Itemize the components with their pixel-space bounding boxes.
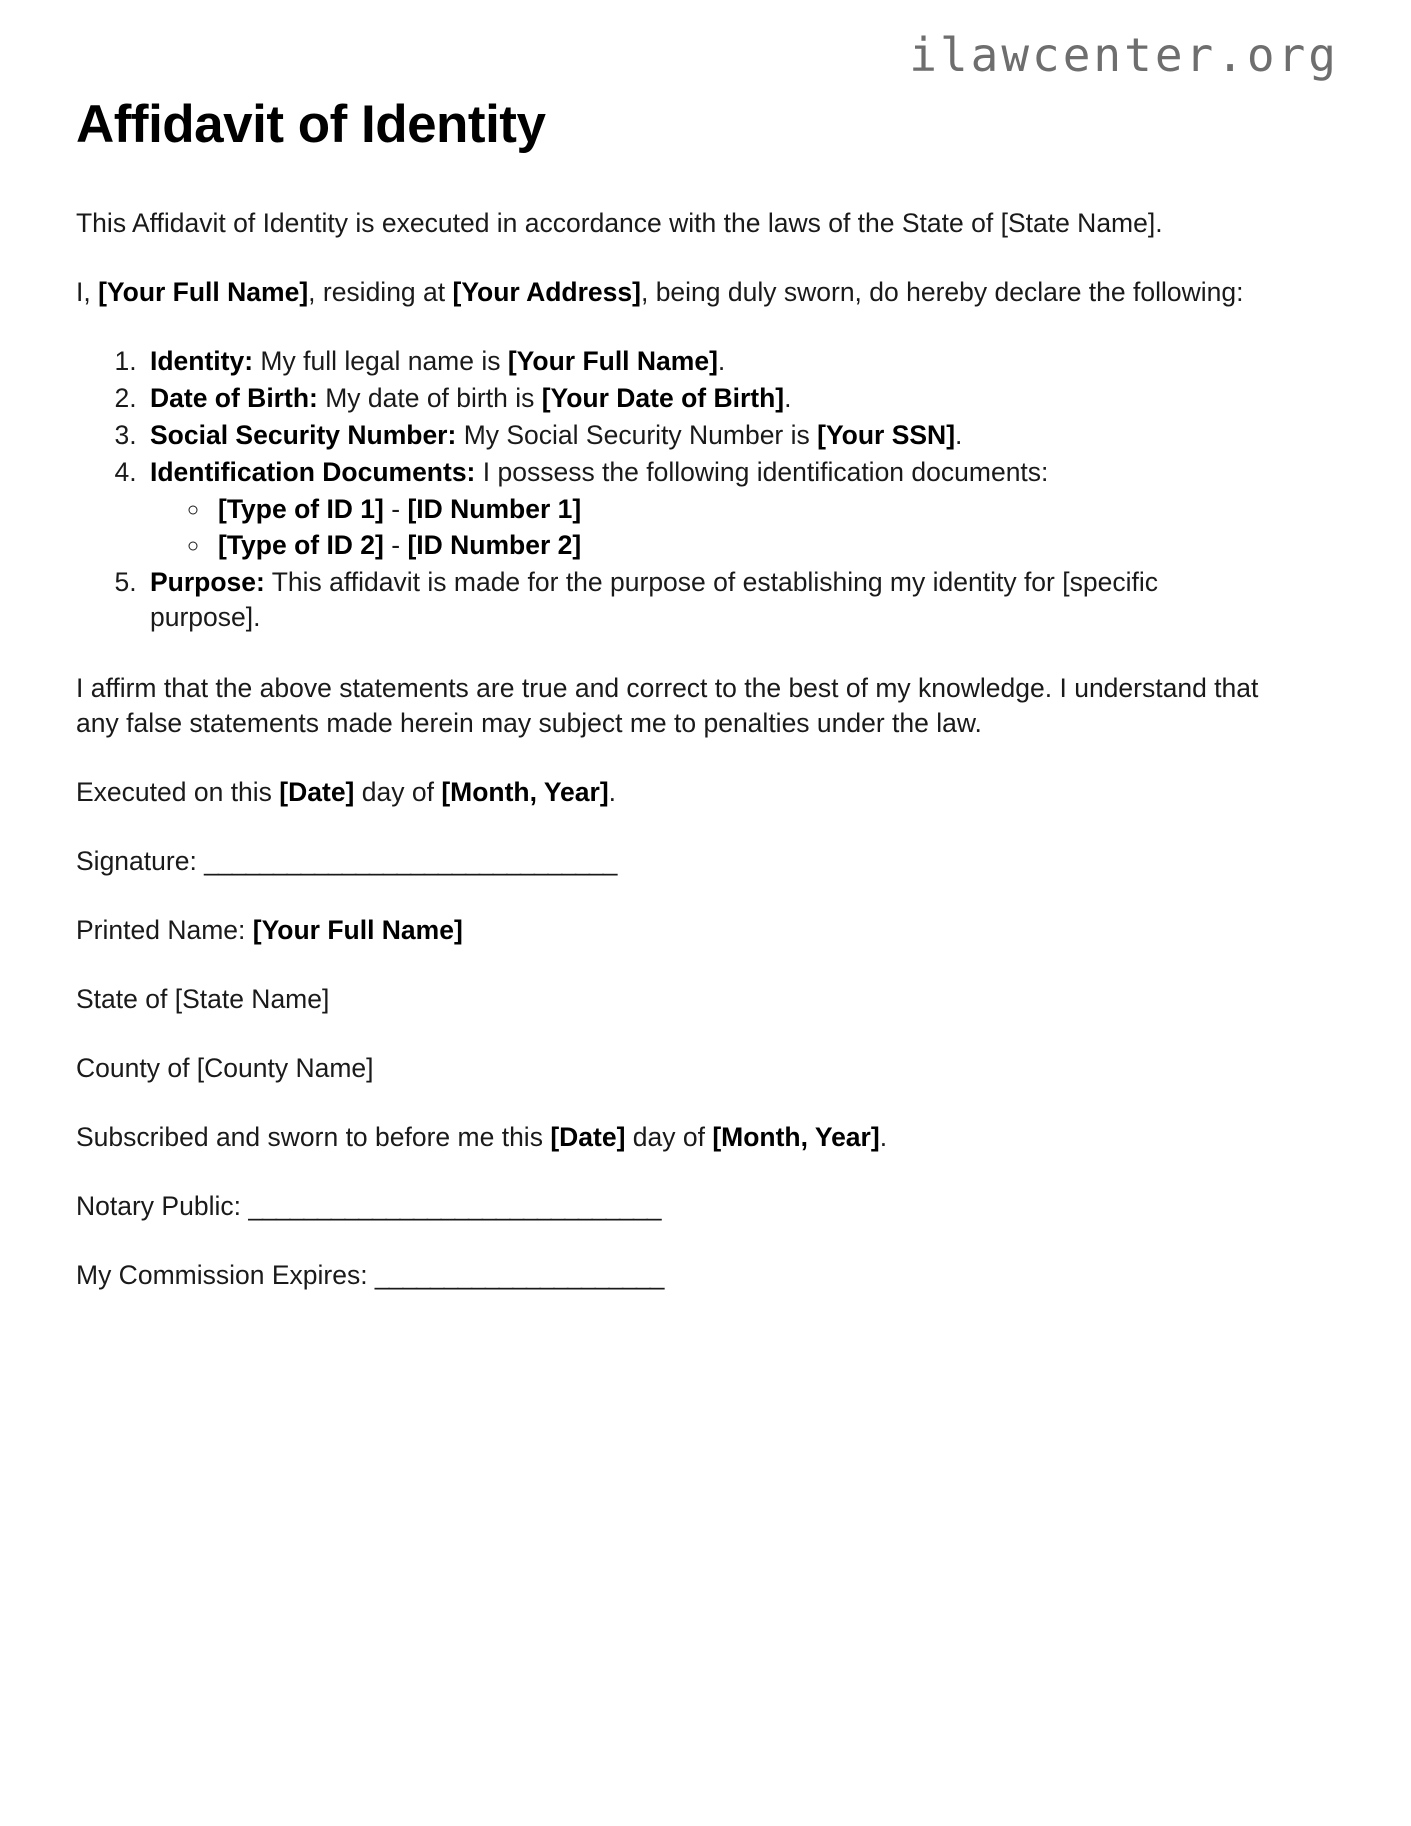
list-item-text-after: . <box>717 346 726 377</box>
list-item <box>212 492 1270 527</box>
id-separator: - <box>383 530 408 561</box>
notary-public-fill-rule: ______________________________ <box>248 1190 661 1221</box>
sworn-mid: day of <box>625 1121 713 1152</box>
affirmation-paragraph: I affirm that the above statements are true and correct to the best of my knowledge. I understand that any false statements made herein may subject me to penalties under the law. <box>76 672 1259 738</box>
list-item-label: Date of Birth: <box>150 383 318 414</box>
commission-expires-line <box>76 1258 1316 1293</box>
list-item-placeholder: [Your Full Name] <box>507 346 718 377</box>
sworn-statement-line <box>76 1120 1316 1155</box>
execution-suffix: . <box>608 776 617 807</box>
sworn-suffix: . <box>879 1121 888 1152</box>
declaration-address-placeholder: [Your Address] <box>452 277 641 308</box>
declaration-suffix: , being duly sworn, do hereby declare the following: <box>640 277 1244 308</box>
notary-public-label: Notary Public: <box>76 1190 249 1221</box>
state-line: State of [State Name] <box>76 983 330 1014</box>
execution-date-placeholder: [Date] <box>279 776 355 807</box>
document-content <box>76 96 1316 1327</box>
list-item <box>144 565 1270 635</box>
page-title: Affidavit of Identity <box>76 95 546 154</box>
id-number: [ID Number 2] <box>407 530 582 561</box>
sworn-prefix: Subscribed and sworn to before me this <box>76 1121 551 1152</box>
id-separator: - <box>383 494 408 525</box>
execution-line <box>76 775 1306 810</box>
intro-text: This Affidavit of Identity is executed in accordance with the laws of the State of [State Name]. <box>76 208 1163 239</box>
identification-documents-sublist <box>150 492 1270 563</box>
id-number: [ID Number 1] <box>407 494 582 525</box>
list-item <box>144 344 1270 379</box>
list-item-placeholder: [Your SSN] <box>817 420 956 451</box>
list-item-text: My date of birth is <box>317 383 542 414</box>
execution-prefix: Executed on this <box>76 776 280 807</box>
id-type: [Type of ID 2] <box>218 530 384 561</box>
commission-expires-label: My Commission Expires: <box>76 1259 375 1290</box>
printed-name-placeholder: [Your Full Name] <box>252 914 463 945</box>
declaration-paragraph <box>76 275 1306 310</box>
list-item-label: Purpose: <box>150 567 265 598</box>
commission-expires-fill-rule: _____________________ <box>374 1259 664 1290</box>
declaration-list <box>76 344 1316 635</box>
signature-label: Signature: <box>76 845 205 876</box>
declaration-name-placeholder: [Your Full Name] <box>98 277 309 308</box>
signature-fill-rule: ______________________________ <box>204 845 617 876</box>
list-item-text-after: . <box>784 383 792 414</box>
execution-month-year-placeholder: [Month, Year] <box>441 776 609 807</box>
id-type: [Type of ID 1] <box>218 494 384 525</box>
list-item-label: Social Security Number: <box>150 420 457 451</box>
list-item-label: Identity: <box>150 346 254 377</box>
list-item-text: This affidavit is made for the purpose of establishing my identity for [specific purpose]. <box>150 567 1158 633</box>
county-line: County of [County Name] <box>76 1052 374 1083</box>
printed-name-label: Printed Name: <box>76 914 253 945</box>
list-item-placeholder: [Your Date of Birth] <box>541 383 785 414</box>
printed-name-line <box>76 913 1316 948</box>
list-item-text-after: . <box>955 420 963 451</box>
execution-mid: day of <box>354 776 442 807</box>
list-item-text: My full legal name is <box>253 346 508 377</box>
list-item-text: My Social Security Number is <box>456 420 818 451</box>
site-watermark: ilawcenter.org <box>909 28 1339 82</box>
list-item <box>144 418 1270 453</box>
declaration-prefix: I, <box>76 277 99 308</box>
declaration-mid: , residing at <box>308 277 453 308</box>
sworn-month-year-placeholder: [Month, Year] <box>712 1121 880 1152</box>
signature-line <box>76 844 1316 879</box>
list-item-label: Identification Documents: <box>150 457 476 488</box>
list-item <box>212 528 1270 563</box>
list-item-text: I possess the following identification documents: <box>475 457 1049 488</box>
notary-public-line <box>76 1189 1316 1224</box>
sworn-date-placeholder: [Date] <box>550 1121 626 1152</box>
list-item <box>144 381 1270 416</box>
list-item <box>144 455 1270 563</box>
intro-paragraph <box>76 206 1306 241</box>
